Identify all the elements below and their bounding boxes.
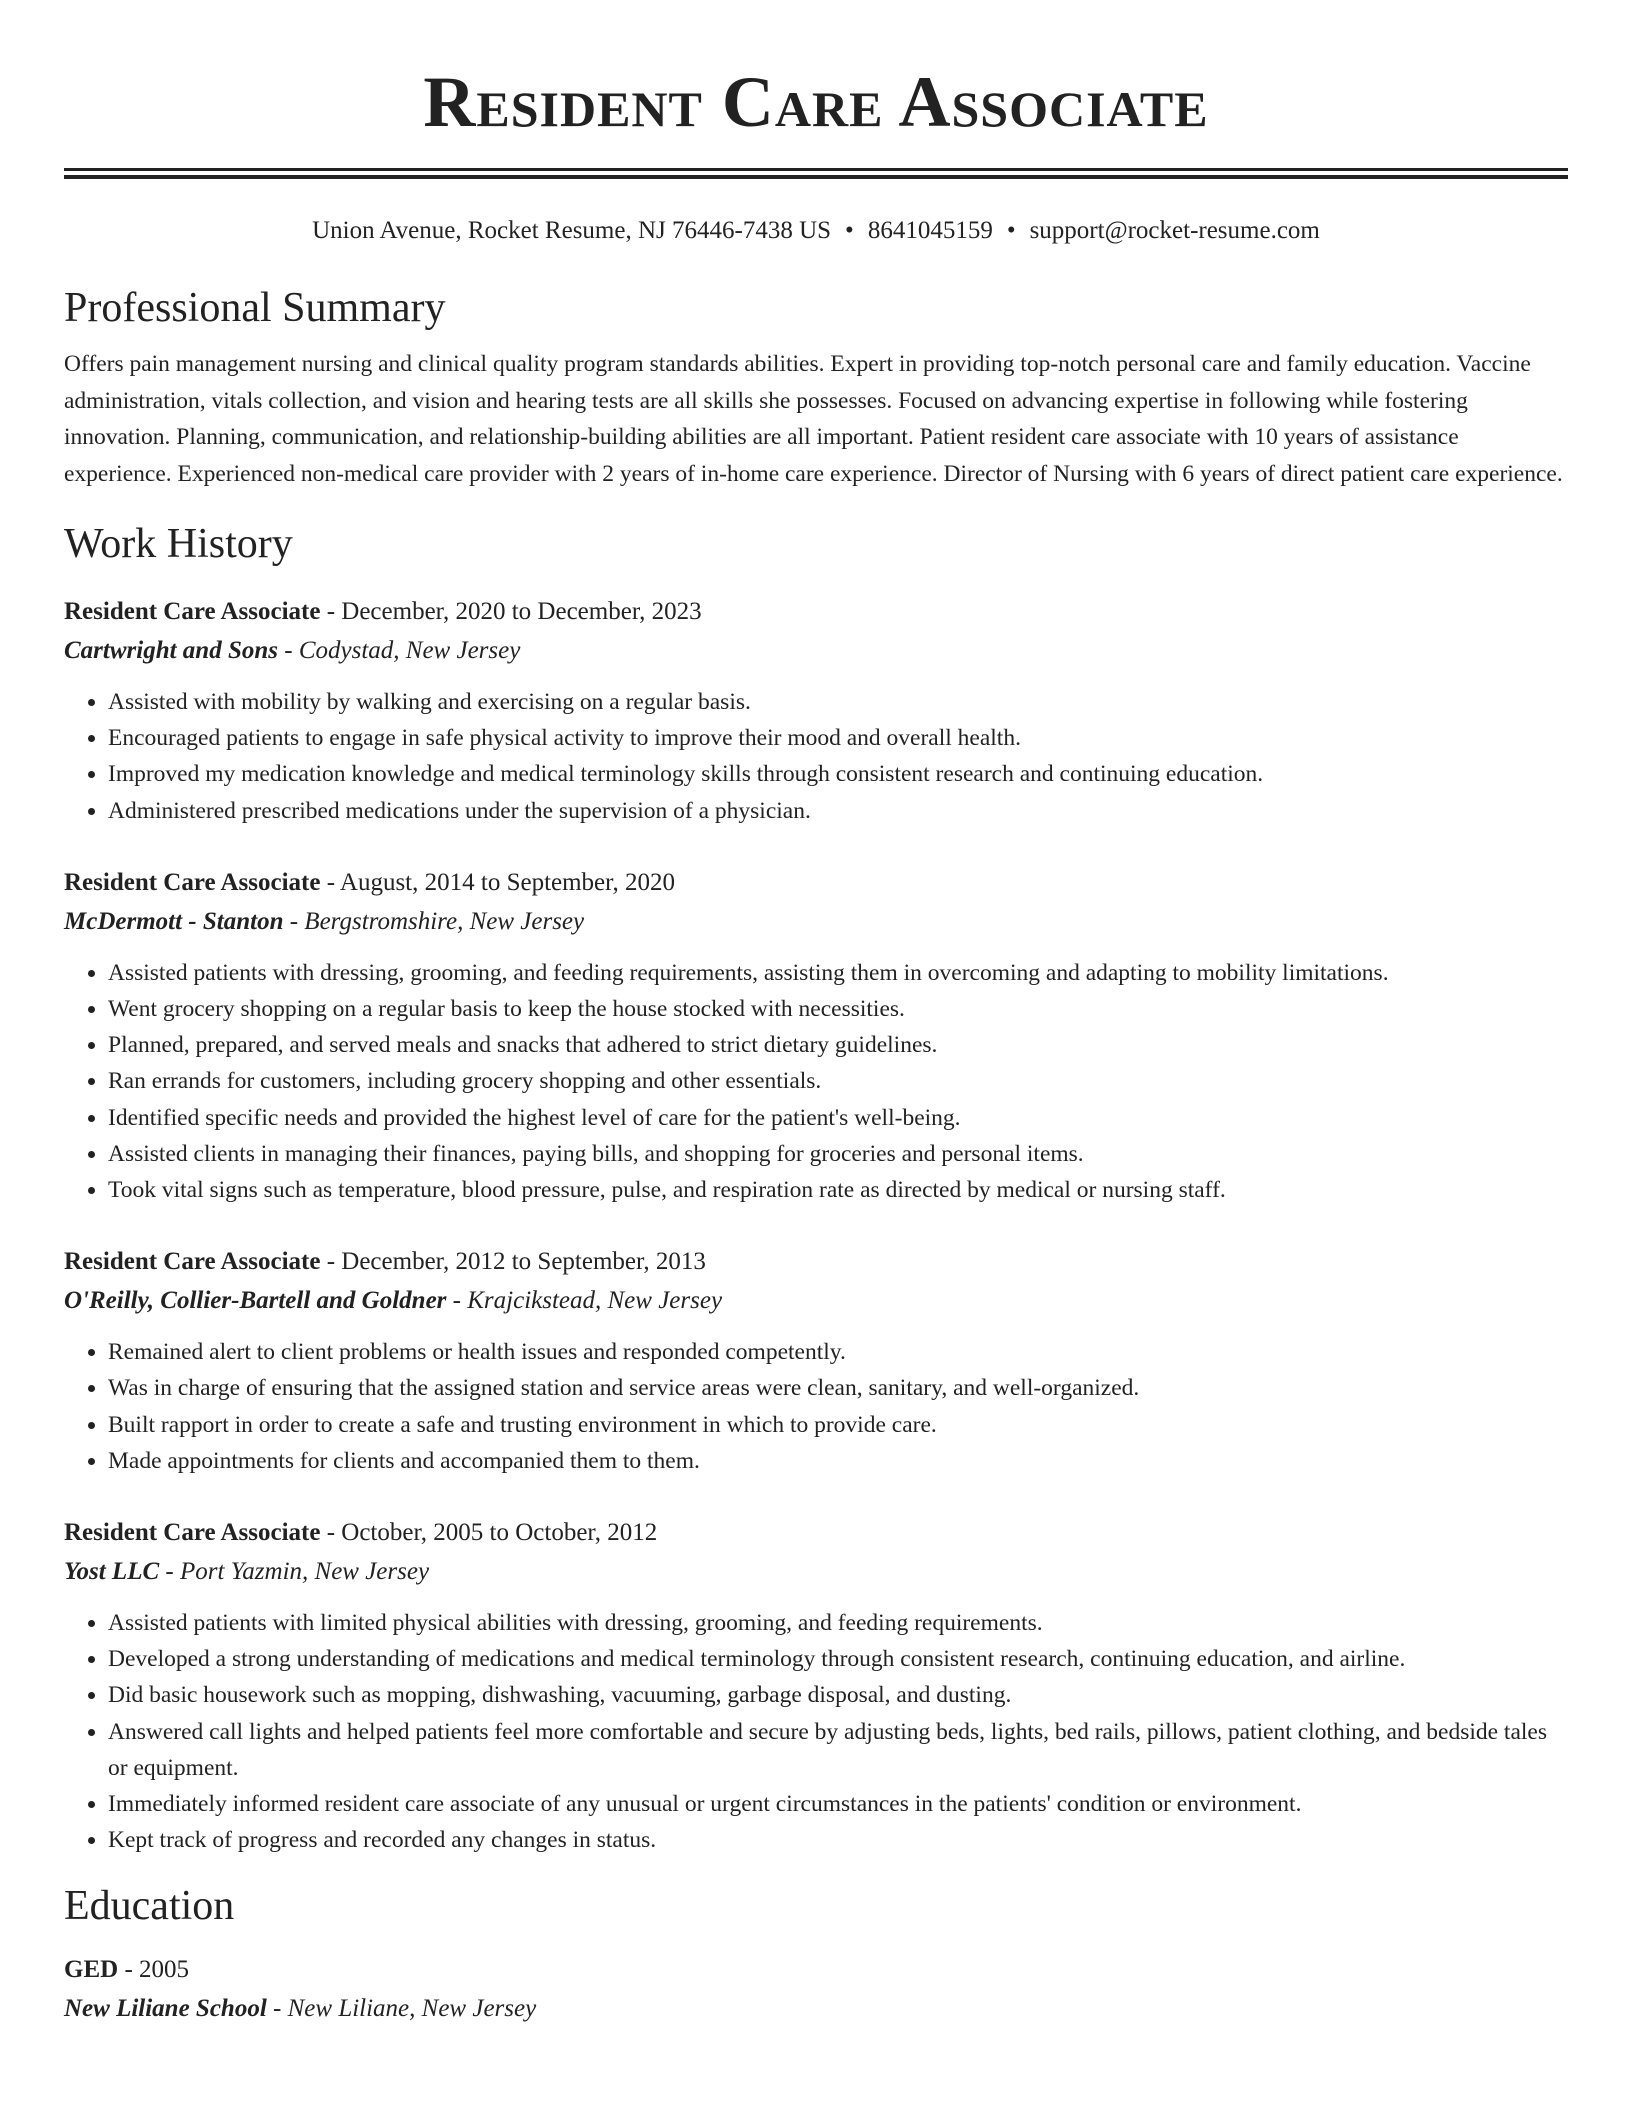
list-item: • Kept track of progress and recorded any changes in status. <box>108 1822 1568 1858</box>
section-title-work-history: Work History <box>64 521 293 567</box>
list-item: • Assisted with mobility by walking and exercising on a regular basis. <box>108 684 1568 720</box>
job-role: Resident Care Associate <box>64 868 321 896</box>
job-dates: - August, 2014 to September, 2020 <box>320 868 675 896</box>
job-dates: - December, 2012 to September, 2013 <box>320 1248 706 1276</box>
job-company: McDermott - Stanton <box>64 907 284 935</box>
job-company: Yost LLC <box>64 1558 160 1586</box>
list-item: • Answered call lights and helped patients feel more comfortable and secure by adjusting beds, lights, bed rails, pillows, patient clothing, and bedside tales or equipment. <box>108 1714 1568 1786</box>
header-double-rule <box>64 168 1568 179</box>
list-item: • Developed a strong understanding of medications and medical terminology through consistent research, continuing education, and airline. <box>108 1641 1568 1677</box>
job-role: Resident Care Associate <box>64 1519 321 1547</box>
job-location: - Port Yazmin, New Jersey <box>159 1558 430 1586</box>
list-item: • Planned, prepared, and served meals and snacks that adhered to strict dietary guidelines. <box>108 1027 1568 1063</box>
list-item: • Went grocery shopping on a regular basis to keep the house stocked with necessities. <box>108 991 1568 1027</box>
section-title-education: Education <box>64 1883 235 1930</box>
contact-email: support@rocket-resume.com <box>1029 217 1320 244</box>
job-title-line <box>64 592 1568 631</box>
job-duties-list <box>64 684 1568 829</box>
job-company: Cartwright and Sons <box>64 637 278 664</box>
education-degree: GED <box>64 1956 119 1984</box>
list-item: • Remained alert to client problems or health issues and responded competently. <box>108 1334 1568 1370</box>
job-role: Resident Care Associate <box>64 598 321 625</box>
list-item: • Assisted patients with limited physical abilities with dressing, grooming, and feeding requirements. <box>108 1605 1568 1641</box>
list-item: • Immediately informed resident care associate of any unusual or urgent circumstances in the patients' condition or environment. <box>108 1786 1568 1822</box>
resume-name: Resident Care Associate <box>423 62 1209 142</box>
education-year: - 2005 <box>118 1956 190 1984</box>
section-title-summary: Professional Summary <box>64 285 446 331</box>
job-entry <box>64 863 1568 1208</box>
job-dates: - October, 2005 to October, 2012 <box>320 1519 658 1547</box>
job-company: O'Reilly, Collier-Bartell and Goldner <box>64 1287 447 1315</box>
job-company-line <box>64 1552 1568 1591</box>
job-location: - Bergstromshire, New Jersey <box>283 907 585 935</box>
job-location: - Krajcikstead, New Jersey <box>446 1287 723 1315</box>
job-location: - Codystad, New Jersey <box>278 637 521 664</box>
list-item: • Assisted patients with dressing, grooming, and feeding requirements, assisting them in overcoming and adapting to mobility limitations. <box>108 955 1568 991</box>
list-item: • Encouraged patients to engage in safe physical activity to improve their mood and overall health. <box>108 720 1568 756</box>
education-school: New Liliane School <box>64 1995 267 2023</box>
education-school-line <box>64 1989 1568 2028</box>
list-item: • Improved my medication knowledge and medical terminology skills through consistent research and continuing education. <box>108 756 1568 792</box>
list-item: • Made appointments for clients and accompanied them to them. <box>108 1443 1568 1479</box>
summary-text: Offers pain management nursing and clinical quality program standards abilities. Expert in providing top-notch personal care and family education. Vaccine administration, vitals collection, and vision and hearing tests are all skills she possesses. Focused on advancing expertise in following while fostering innovation. Planning, communication, and relationship-building abilities are all important. Patient resident care associate with 10 years of assistance experience. Experienced non-medical care provider with 2 years of in-home care experience. Director of Nursing with 6 years of direct patient care experience. <box>64 351 1563 487</box>
job-dates: - December, 2020 to December, 2023 <box>320 598 702 625</box>
list-item: • Was in charge of ensuring that the assigned station and service areas were clean, sanitary, and well-organized. <box>108 1370 1568 1406</box>
job-company-line <box>64 631 1568 670</box>
job-title-line <box>64 863 1568 902</box>
job-entry <box>64 1242 1568 1479</box>
contact-separator: • <box>1006 217 1016 244</box>
list-item: • Did basic housework such as mopping, dishwashing, vacuuming, garbage disposal, and dusting. <box>108 1677 1568 1713</box>
contact-address: Union Avenue, Rocket Resume, NJ 76446-7438 US <box>312 217 832 244</box>
job-entry <box>64 592 1568 829</box>
list-item: • Built rapport in order to create a safe and trusting environment in which to provide care. <box>108 1407 1568 1443</box>
job-company-line <box>64 902 1568 941</box>
education-location: - New Liliane, New Jersey <box>266 1995 537 2023</box>
list-item: • Took vital signs such as temperature, blood pressure, pulse, and respiration rate as directed by medical or nursing staff. <box>108 1172 1568 1208</box>
list-item: • Assisted clients in managing their finances, paying bills, and shopping for groceries and personal items. <box>108 1136 1568 1172</box>
list-item: • Administered prescribed medications under the supervision of a physician. <box>108 793 1568 829</box>
job-entry <box>64 1513 1568 1858</box>
education-entry <box>64 1950 1568 2028</box>
job-company-line <box>64 1281 1568 1320</box>
job-title-line <box>64 1242 1568 1281</box>
education-degree-line <box>64 1950 1568 1989</box>
contact-separator: • <box>845 217 854 244</box>
contact-phone: 8641045159 <box>867 217 993 244</box>
job-duties-list <box>64 1605 1568 1858</box>
list-item: • Ran errands for customers, including grocery shopping and other essentials. <box>108 1063 1568 1099</box>
job-title-line <box>64 1513 1568 1552</box>
contact-line <box>64 214 1568 248</box>
job-role: Resident Care Associate <box>64 1248 321 1276</box>
list-item: • Identified specific needs and provided the highest level of care for the patient's well-being. <box>108 1100 1568 1136</box>
job-duties-list <box>64 1334 1568 1479</box>
job-duties-list <box>64 955 1568 1208</box>
